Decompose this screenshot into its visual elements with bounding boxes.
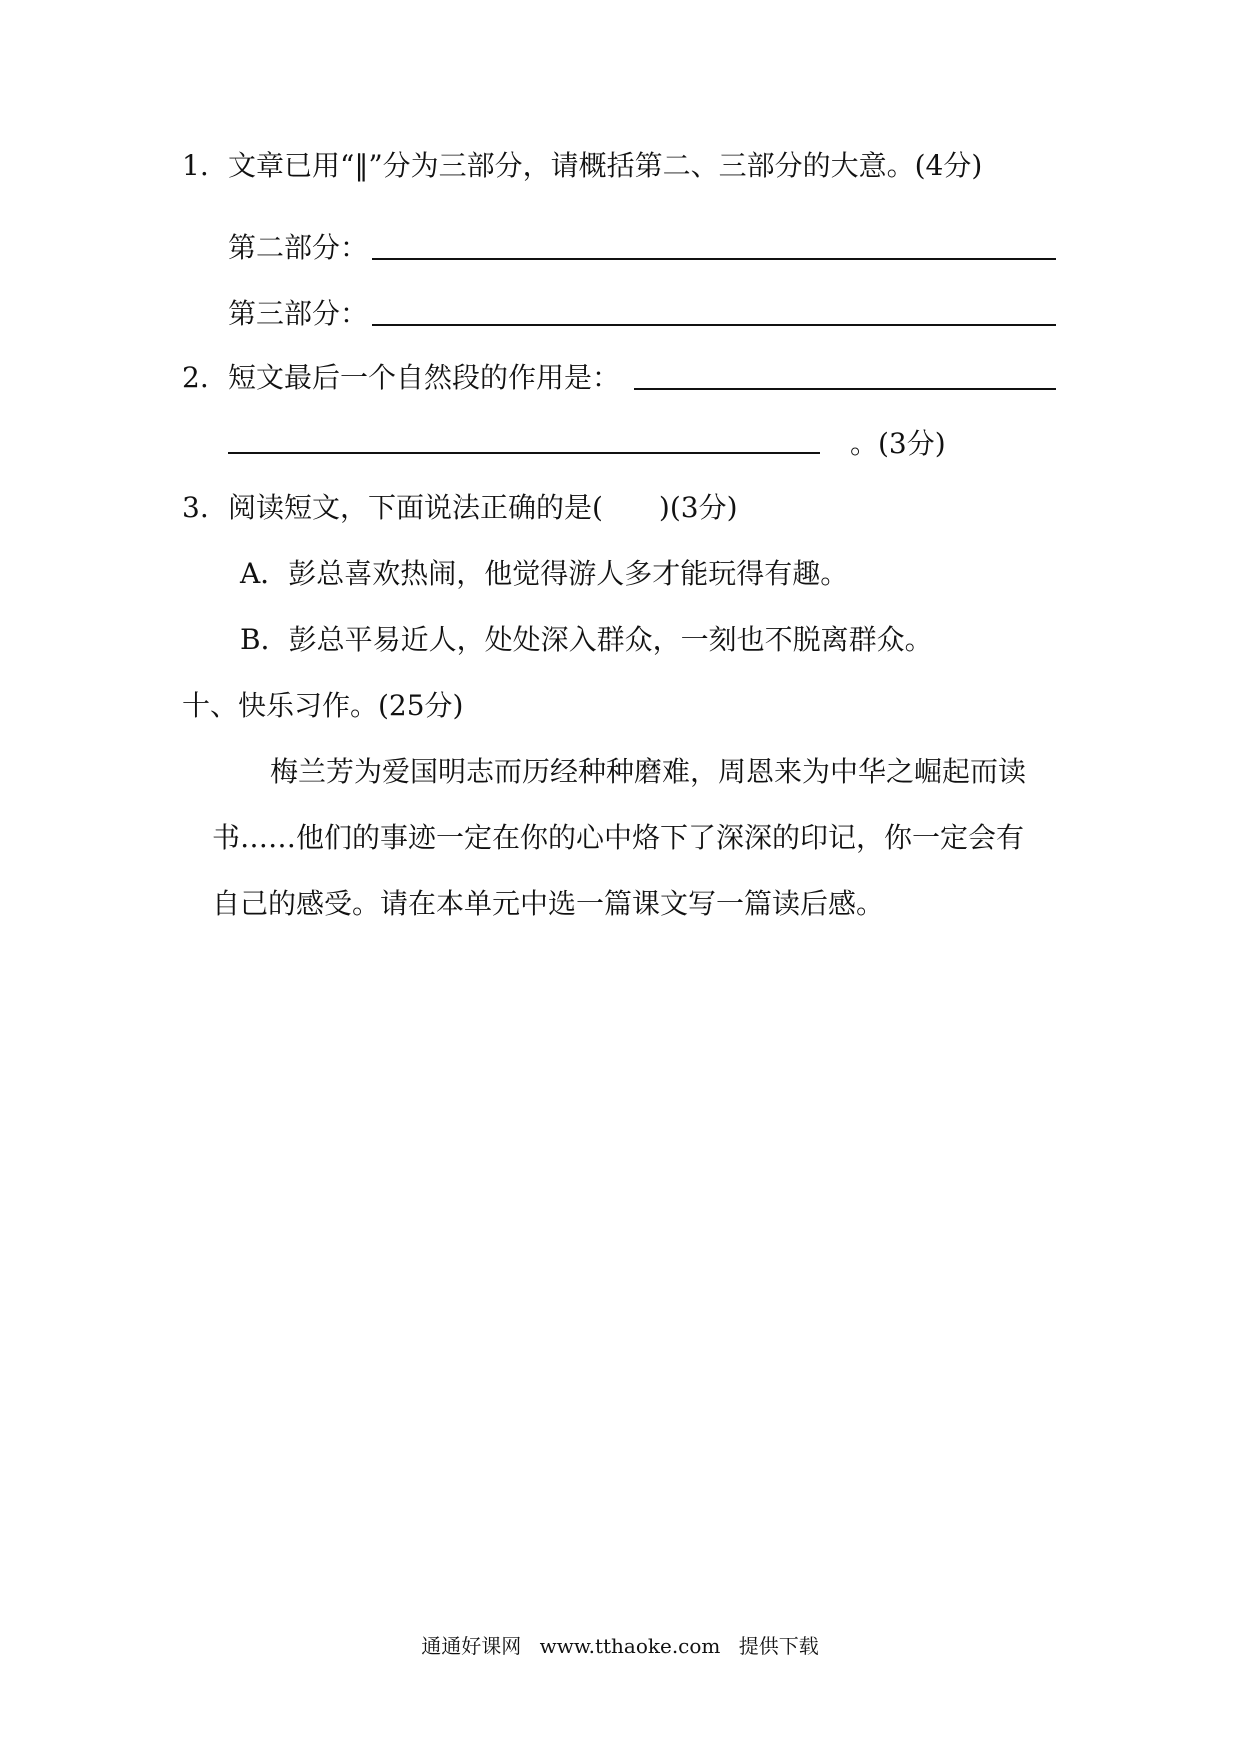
q1-part3-label: 第三部分： xyxy=(228,297,369,330)
section10-paragraph-line-3: 自己的感受。请在本单元中选一篇课文写一篇读后感。 xyxy=(212,887,885,920)
q3-number: 3. xyxy=(182,491,209,524)
q1-part2-answer-line[interactable] xyxy=(372,258,1056,260)
q1-part3-answer-line[interactable] xyxy=(372,324,1056,326)
q2-text: 短文最后一个自然段的作用是： xyxy=(228,361,621,394)
q1-text: 文章已用“‖”分为三部分，请概括第二、三部分的大意。(4分) xyxy=(228,149,983,182)
q3-text: 阅读短文，下面说法正确的是( )(3分) xyxy=(228,491,738,524)
q1-part2-label: 第二部分： xyxy=(228,231,369,264)
q2-end: 。(3分) xyxy=(850,427,946,460)
section10-paragraph-line-2: 书……他们的事迹一定在你的心中烙下了深深的印记，你一定会有 xyxy=(212,821,1025,854)
footer-url[interactable]: www.tthaoke.com xyxy=(539,1634,721,1658)
section10-heading: 十、快乐习作。(25分) xyxy=(182,689,464,722)
q2-number: 2. xyxy=(182,361,209,394)
q2-answer-line-2[interactable] xyxy=(228,452,820,454)
footer-note: 提供下载 xyxy=(738,1634,819,1658)
section10-paragraph-line-1: 梅兰芳为爱国明志而历经种种磨难，周恩来为中华之崛起而读 xyxy=(270,755,1027,788)
q3-option-a[interactable]: A．彭总喜欢热闹，他觉得游人多才能玩得有趣。 xyxy=(240,557,849,590)
footer-site-name: 通通好课网 xyxy=(421,1634,522,1658)
q1-number: 1. xyxy=(182,149,209,182)
q3-option-b[interactable]: B．彭总平易近人，处处深入群众，一刻也不脱离群众。 xyxy=(240,623,933,656)
q2-answer-line-1[interactable] xyxy=(634,388,1056,390)
page-footer xyxy=(0,1632,1240,1660)
